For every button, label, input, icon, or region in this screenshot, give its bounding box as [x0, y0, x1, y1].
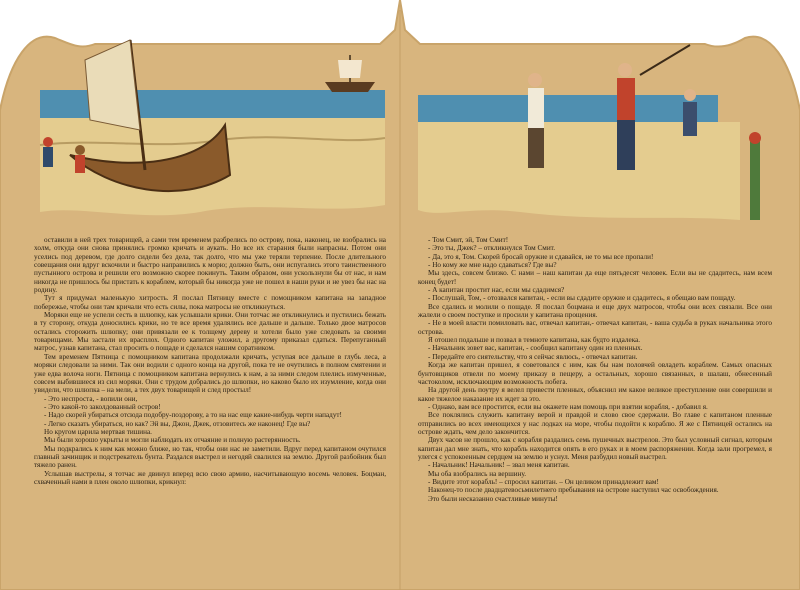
left-text-column: [34, 236, 386, 486]
paragraph: Тем временем Пятница с помощником капитана продолжали кричать, уступая все дальше в глубь леса, а моряки следовали за ними. Так они водили с одного конца на другой, пока те не очутились в полном смятении и уже едва волоча ноги. Пятница с помощником капитана вернулись к нам, а за ними следом плелись измученные, совсем выбившиеся из сил моряки. Они с трудом добрались до шлюпки, но каково было их изумление, когда они увидели, что шлюпка – на мели, а тех двух товарищей и след простыл!: [34, 352, 386, 395]
cactus-icon: [749, 132, 761, 220]
paragraph: Я отошел подальше и позвал в темноте капитана, как будто издалека.: [428, 336, 641, 345]
paragraph: - Начальник! Начальник! – звал меня капитан.: [428, 461, 570, 470]
paragraph: - Однако, вам все простится, если вы окажете нам помощь при взятии корабля, - добавил я.: [428, 402, 708, 411]
paragraph: - Видите этот корабль! – спросил капитан. – Он целиком принадлежит вам!: [428, 477, 659, 486]
paragraph: Когда же капитан пришел, я советовался с ним, как бы нам половчей овладеть кораблем. Самых опасных бунтовщиков отвели по моему приказу в пещеру, а остальных, хорошо связанных, в шалаш, обнесенный частоколом, исключающим возможность побега.: [418, 361, 772, 386]
paragraph: Все сдались и молили о пощаде. Я послал боцмана и еще двух матросов, чтобы они всех связали. Все они жалели о своем поступке и просили у капитана прощения.: [418, 302, 772, 320]
paragraph: Двух часов не прошло, как с корабля раздались семь пушечных выстрелов. Это был условный сигнал, которым капитан дал мне знать, что корабль находится опять в его руках и в моем распоряжении. Когда зали прогремел, я улегся с успокоенным сердцем на землю и уснул. Меня разбудил новый выстрел.: [418, 436, 772, 461]
paragraph: Тут я придумал маленькую хитрость. Я послал Пятницу вместе с помощником капитана на западное побережье, чтобы они там кричали что есть силы, пока матросы не откликнуться.: [34, 294, 386, 311]
paragraph: Мы подкрались к ним как можно ближе, но так, чтобы они нас не заметили. Вдруг перед капитаном очутился главный зачинщик и подстрекатель бунта. Раздался выстрел и негодяй свалился на землю. Другой разбойник был тяжело ранен.: [34, 444, 386, 470]
paragraph: Мы оба взобрались на вершину.: [428, 469, 527, 478]
paragraph: - Надо скорей убираться отсюда подобру-поздорову, а то на нас еще какие-нибудь черти нападут!: [44, 411, 342, 420]
paragraph: - Это какой-то заколдованный остров!: [44, 402, 161, 411]
paragraph: - Том Смит, эй, Том Смит!: [428, 236, 509, 244]
paragraph: - Передайте его сиятельству, что я сейчас явлюсь, - отвечал капитан.: [428, 352, 638, 361]
paragraph: Мы были хорошо укрыты и могли наблюдать их отчаяние и полную растерянность.: [44, 436, 301, 445]
paragraph: - Да, это я, Том. Скорей бросай оружие и сдавайся, не то мы все пропали!: [428, 252, 654, 261]
paragraph: Моряки еще не успели сесть в шлюпку, как услышали крики. Они тотчас же откликнулись и пустились бежать в ту сторону, откуда доносились крики, но те все время удалялись все дальше и дальше. Только двое матросов остались сторожить шлюпку; они привязали ее к толщему дереву и хотели было уже следовать за своими товарищами. Мы застали их врасплох. Одного капитан уложил, а другому приказал сдаться. Перепуганный матрос, узнав капитана, стал просить о пощаде и сделался нашим соратником.: [34, 311, 386, 353]
paragraph: На другой день поутру я велел привести пленных, объяснил им какое великое преступление они совершили и какое тяжелое наказание их ждет за это.: [418, 386, 772, 403]
paragraph: Но кругом царила мертвая тишина.: [44, 427, 152, 436]
paragraph: - Послушай, Том, - отозвался капитан, - если вы сдадите оружие и сдадитесь, я обещаю вам пощаду.: [428, 294, 736, 303]
paragraph: Мы здесь, совсем близко. С нами – наш капитан да еще пятьдесят человек. Если вы не сдадитесь, нам всем конец будет!: [418, 269, 772, 286]
paragraph: - Это ты, Джек? – откликнулся Том Смит.: [428, 244, 556, 253]
pirates-on-beach-with-captain: [0, 0, 800, 235]
paragraph: - Но кому же мне надо сдаваться? Где вы?: [428, 261, 557, 270]
paragraph: - Не в моей власти помиловать вас, отвечал капитан,- отвечал капитан, - ваша судьба в руках начальника этого острова.: [418, 319, 772, 336]
paragraph: - А капитан простит нас, если мы сдадимся?: [428, 286, 565, 295]
right-text-column: [418, 236, 772, 503]
paragraph: Наконец-то после двадцатевосьмилетнего пребывания на острове наступил час освобождения.: [428, 486, 719, 495]
paragraph: Услышав выстрелы, я тотчас же двинул вперед всю свою армию, насчитывающую восемь человек. Боцман, схваченный нами в плен около шлюпки, крикнул:: [34, 469, 386, 486]
paragraph: Все поклялись служить капитану верой и правдой и слово свое сдержали. Во главе с капитаном пленные отправились во всех имеющихся у нас лодках на море, чтобы подойти к кораблю. Я же с Пятницей остались на острове ждать, чем дело закончится.: [418, 411, 772, 436]
paragraph: - Легко сказать убираться, но как? Эй вы, Джон, Джек, отзовитесь же наконец! Где вы?: [44, 419, 311, 428]
paragraph: оставили в ней трех товарищей, а сами тем временем разбрелись по острову, пока, наконец, не взобрались на холм, откуда они снова принялись громко кричать и аукать. Но все их старания были напрасны. Потом они уселись под деревом, где долго сидели без дела, так долго, что мы уже теряли терпение. После длительного совещания они вдруг вскочили и быстро направились к морю; должно быть, они испугались этого таинственного пустынного острова и решили его возможно скорее покинуть. Таким образом, они ускользнули бы от нас, и нам никогда не пришлось бы пристать к кораблем, который бы никогда уже не пошел в наши руки и не увез бы нас на родину.: [34, 236, 386, 295]
paragraph: - Начальник зовет вас, капитан, - сообщил капитану один из пленных.: [428, 344, 643, 353]
paragraph: - Это неспроста, - вопили они,: [44, 394, 138, 403]
paragraph: Это были несказанно счастливые минуты!: [428, 494, 558, 503]
